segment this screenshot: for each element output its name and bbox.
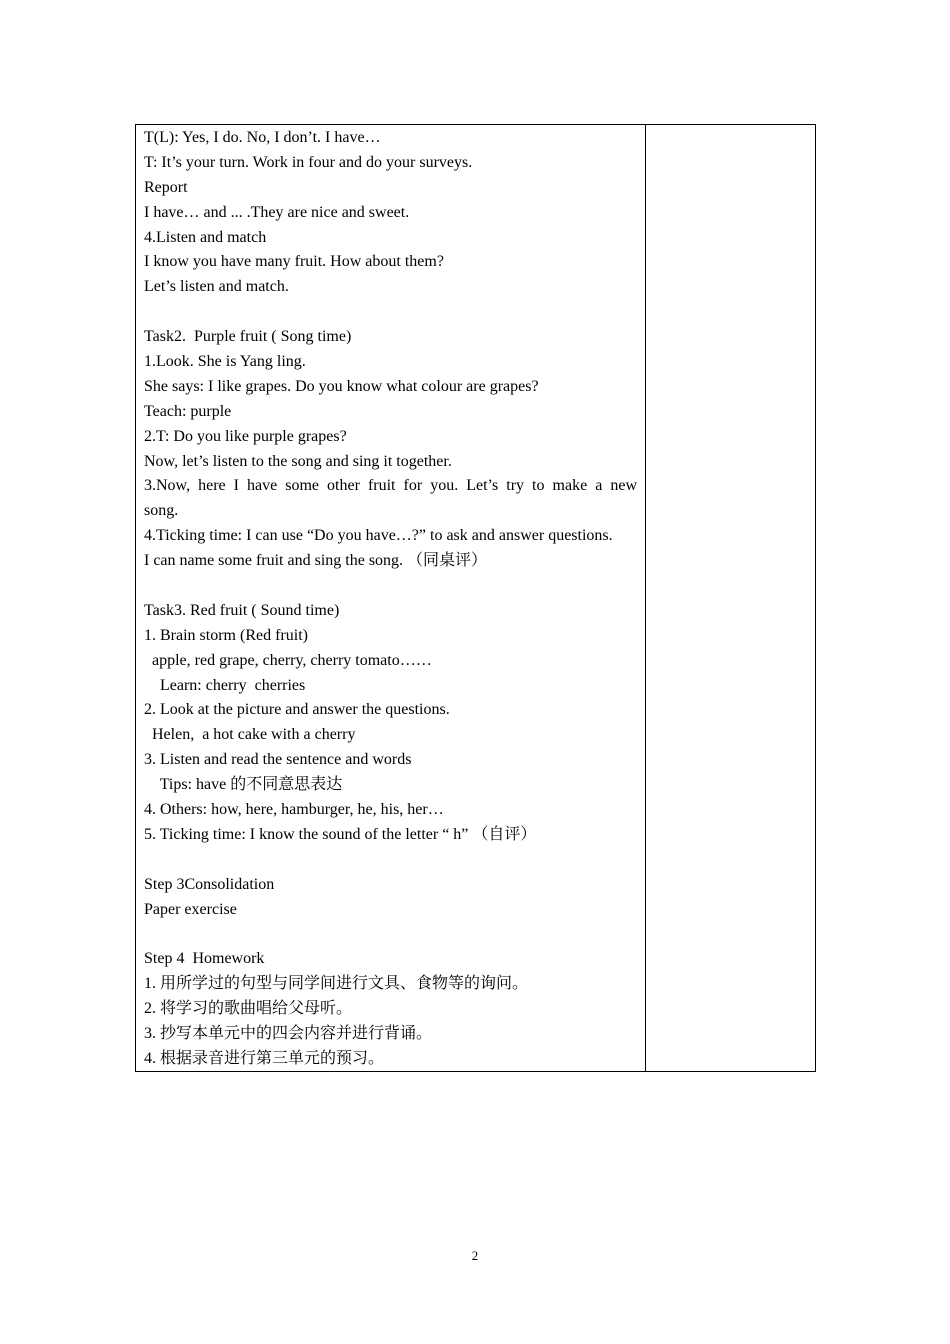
text-line: Paper exercise bbox=[144, 900, 237, 918]
homework-item: 4. 根据录音进行第三单元的预习。 bbox=[144, 1049, 385, 1067]
homework-item: 2. 将学习的歌曲唱给父母听。 bbox=[144, 1000, 353, 1018]
step3-heading: Step 3Consolidation bbox=[144, 875, 275, 893]
blank-line bbox=[144, 923, 637, 948]
text-line: Helen, a hot cake with a cherry bbox=[144, 726, 356, 744]
text-line: 3.Now, here I have some other fruit for you. Let’s try to make a new bbox=[144, 477, 637, 495]
text-line: I know you have many fruit. How about them? bbox=[144, 253, 444, 271]
homework-item: 3. 抄写本单元中的四会内容并进行背诵。 bbox=[144, 1025, 433, 1043]
text-line: Report bbox=[144, 178, 188, 196]
text-line: 3. Listen and read the sentence and words bbox=[144, 751, 412, 769]
blank-line bbox=[144, 300, 637, 325]
homework-item: 1. 用所学过的句型与同学间进行文具、食物等的询问。 bbox=[144, 975, 529, 993]
teaching-procedure-cell bbox=[136, 125, 646, 1071]
text-line: 4. Others: how, here, hamburger, he, his, her… bbox=[144, 801, 444, 819]
blank-line bbox=[144, 848, 637, 873]
text-line: apple, red grape, cherry, cherry tomato…… bbox=[144, 651, 432, 669]
text-line: I can name some fruit and sing the song. （同桌评） bbox=[144, 552, 488, 570]
text-line: 4.Ticking time: I can use “Do you have…?” to ask and answer questions. bbox=[144, 527, 613, 545]
text-line: 1.Look. She is Yang ling. bbox=[144, 353, 306, 371]
page-number: 2 bbox=[471, 1248, 479, 1263]
text-line: She says: I like grapes. Do you know what colour are grapes? bbox=[144, 377, 539, 395]
text-line: Learn: cherry cherries bbox=[144, 676, 306, 694]
text-line: 2.T: Do you like purple grapes? bbox=[144, 427, 347, 445]
text-line: Tips: have 的不同意思表达 bbox=[144, 776, 343, 794]
step4-heading: Step 4 Homework bbox=[144, 950, 265, 968]
text-line: Teach: purple bbox=[144, 402, 232, 420]
text-line: 1. Brain storm (Red fruit) bbox=[144, 626, 308, 644]
text-line: 4.Listen and match bbox=[144, 228, 267, 246]
text-line: T: It’s your turn. Work in four and do your surveys. bbox=[144, 153, 473, 171]
text-line: Now, let’s listen to the song and sing it together. bbox=[144, 452, 452, 470]
notes-cell bbox=[646, 125, 815, 1071]
task2-heading: Task2. Purple fruit ( Song time) bbox=[144, 328, 352, 346]
text-line: Let’s listen and match. bbox=[144, 278, 289, 296]
blank-line bbox=[144, 574, 637, 599]
text-line: song. bbox=[144, 502, 179, 520]
text-line: I have… and ... .They are nice and sweet. bbox=[144, 203, 410, 221]
task3-heading: Task3. Red fruit ( Sound time) bbox=[144, 601, 340, 619]
text-line: 5. Ticking time: I know the sound of the letter “ h” （自评） bbox=[144, 825, 537, 843]
text-line: 2. Look at the picture and answer the questions. bbox=[144, 701, 450, 719]
text-line: T(L): Yes, I do. No, I don’t. I have… bbox=[144, 129, 381, 146]
lesson-plan-table bbox=[135, 124, 816, 1072]
